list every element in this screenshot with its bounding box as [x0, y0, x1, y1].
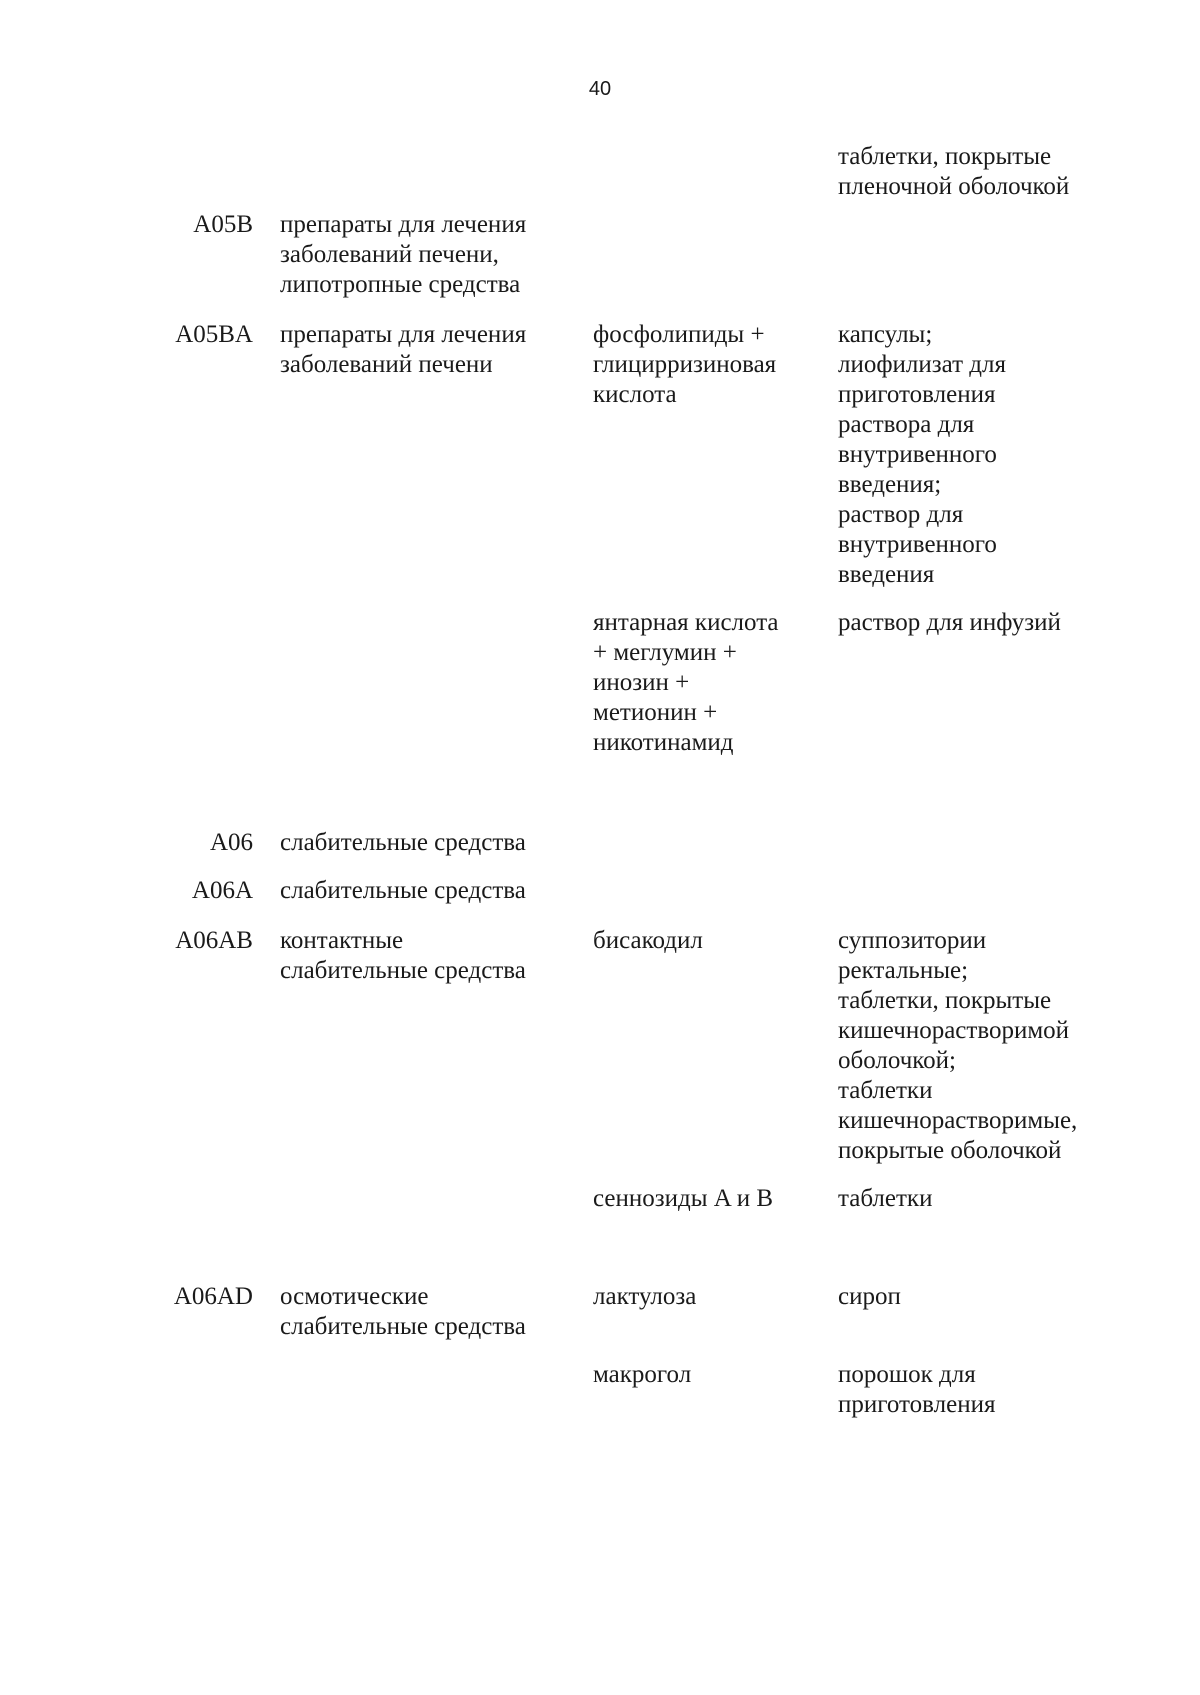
atc-code-cell: A05BA	[175, 321, 253, 348]
group-name-cell: препараты для лечения заболеваний печени	[280, 321, 527, 378]
drug-name-cell: фосфолипиды + глицирризиновая кислота	[593, 321, 777, 408]
group-name-cell: слабительные средства	[280, 829, 526, 856]
dosage-form-cell: сироп	[838, 1283, 901, 1310]
group-name-cell: слабительные средства	[280, 877, 526, 904]
atc-code-cell: A06AD	[173, 1283, 253, 1310]
dosage-form-cell: таблетки, покрытые пленочной оболочкой	[838, 143, 1070, 200]
dosage-form-cell: таблетки	[838, 1185, 933, 1212]
drug-name-cell: макрогол	[593, 1361, 692, 1388]
drug-name-cell: бисакодил	[593, 927, 703, 954]
dosage-form-cell: суппозитории ректальные; таблетки, покрытые кишечнорастворимой оболочкой; таблетки кишечнорастворимые, покрытые оболочкой	[838, 927, 1078, 1164]
drug-name-cell: лактулоза	[593, 1283, 697, 1310]
atc-code-cell: A05B	[193, 211, 253, 238]
dosage-form-cell: капсулы; лиофилизат для приготовления раствора для внутривенного введения; раствор для внутривенного введения	[838, 321, 1006, 588]
dosage-form-cell: порошок для приготовления	[838, 1361, 996, 1418]
atc-code-cell: A06AB	[175, 927, 253, 954]
atc-code-cell: A06	[209, 829, 253, 856]
group-name-cell: осмотические слабительные средства	[280, 1283, 526, 1340]
drug-name-cell: янтарная кислота + меглумин + инозин + метионин + никотинамид	[593, 609, 779, 756]
page-number: 40	[588, 78, 612, 100]
dosage-form-cell: раствор для инфузий	[838, 609, 1061, 636]
group-name-cell: контактные слабительные средства	[280, 927, 526, 984]
atc-code-cell: A06A	[191, 877, 253, 904]
drug-name-cell: сеннозиды A и B	[593, 1185, 774, 1212]
group-name-cell: препараты для лечения заболеваний печени, липотропные средства	[280, 211, 527, 298]
